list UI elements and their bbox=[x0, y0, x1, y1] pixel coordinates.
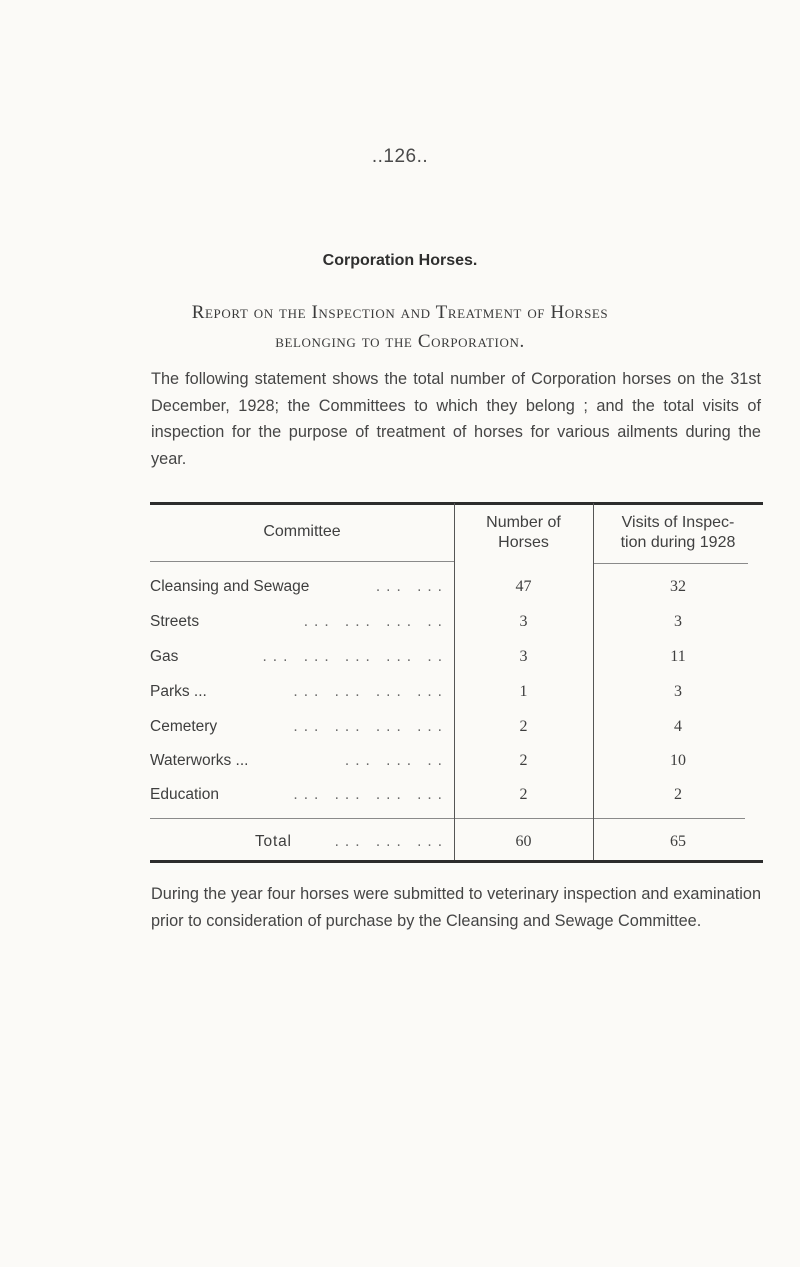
leader-dots: ... ... .. bbox=[344, 752, 448, 769]
leader-dots: ... ... ... ... .. bbox=[262, 648, 448, 665]
total-rule bbox=[593, 818, 745, 819]
report-title-line-2: belonging to the Corporation. bbox=[275, 331, 525, 352]
horses-cell: 3 bbox=[519, 648, 528, 665]
committee-name: Education bbox=[150, 786, 223, 803]
horses-cell: 1 bbox=[519, 683, 528, 700]
visits-cell: 11 bbox=[670, 648, 686, 665]
total-rule bbox=[454, 818, 593, 819]
header-visits-line-1: Visits of Inspec- bbox=[621, 514, 735, 531]
table-bottom-rule bbox=[150, 860, 763, 863]
leader-dots: ... ... ... bbox=[334, 833, 448, 850]
total-label: Total bbox=[255, 833, 296, 851]
visits-cell: 2 bbox=[674, 786, 682, 803]
header-horses-line-1: Number of bbox=[486, 514, 561, 531]
committee-name: Cemetery bbox=[150, 718, 221, 735]
header-horses-line-2: Horses bbox=[498, 534, 549, 551]
visits-cell: 3 bbox=[674, 613, 682, 630]
committee-name: Cleansing and Sewage bbox=[150, 578, 313, 595]
section-heading: Corporation Horses. bbox=[322, 252, 478, 269]
header-committee: Committee bbox=[263, 523, 341, 540]
committee-name: Parks ... bbox=[150, 683, 211, 700]
leader-dots: ... ... bbox=[375, 578, 448, 595]
intro-paragraph: The following statement shows the total number of Corporation horses on the 31st December, 1928; the Committees to which they belong ; and the total visits of inspection for the purpose of treatment of horses for various ailments during the year. bbox=[151, 370, 761, 468]
committee-name: Waterworks ... bbox=[150, 752, 252, 769]
visits-cell: 3 bbox=[674, 683, 682, 700]
visits-cell: 4 bbox=[674, 718, 682, 735]
horses-table-footer bbox=[150, 500, 763, 850]
report-title bbox=[0, 298, 800, 356]
total-horses: 60 bbox=[515, 833, 532, 850]
committee-name: Gas bbox=[150, 648, 182, 665]
page-number: ..126.. bbox=[371, 146, 429, 167]
visits-cell: 10 bbox=[670, 752, 686, 769]
total-row bbox=[150, 833, 763, 855]
horses-cell: 2 bbox=[519, 718, 528, 735]
horses-cell: 47 bbox=[515, 578, 532, 595]
total-visits: 65 bbox=[670, 833, 686, 850]
visits-cell: 32 bbox=[670, 578, 686, 595]
leader-dots: ... ... ... .. bbox=[303, 613, 448, 630]
header-visits-line-2: tion during 1928 bbox=[620, 534, 736, 551]
total-label-cell bbox=[150, 833, 454, 851]
leader-dots: ... ... ... ... bbox=[293, 683, 448, 700]
horses-cell: 2 bbox=[519, 752, 528, 769]
report-title-line-1: Report on the Inspection and Treatment of Horses bbox=[191, 302, 609, 323]
committee-name: Streets bbox=[150, 613, 203, 630]
total-rule bbox=[150, 818, 454, 819]
horses-cell: 3 bbox=[519, 613, 528, 630]
horses-cell: 2 bbox=[519, 786, 528, 803]
closing-paragraph: During the year four horses were submitted to veterinary inspection and examination prior to consideration of purchase by the Cleansing and Sewage Committee. bbox=[151, 885, 761, 930]
leader-dots: ... ... ... ... bbox=[293, 786, 448, 803]
leader-dots: ... ... ... ... bbox=[293, 718, 448, 735]
